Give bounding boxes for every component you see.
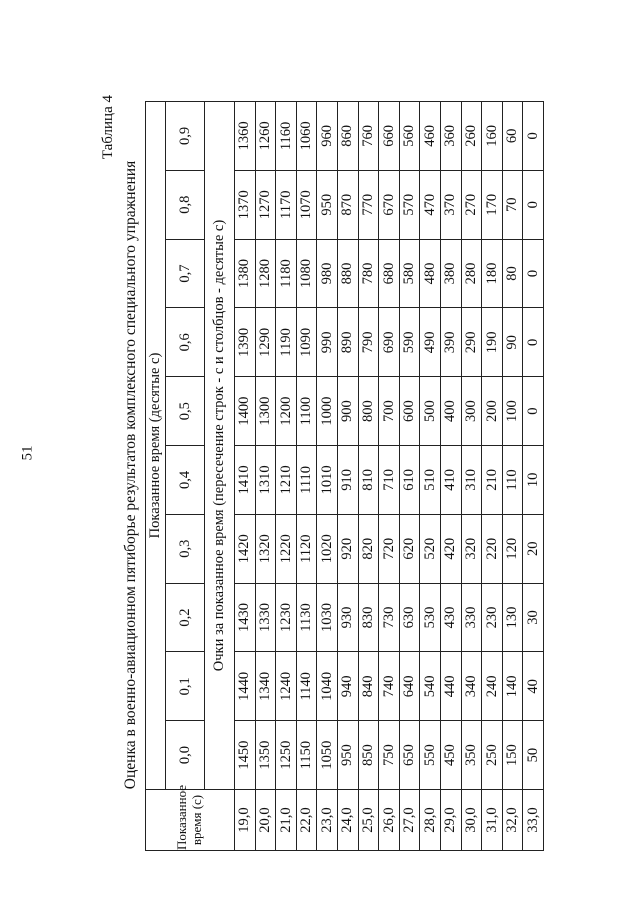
row-header: Показанное время (с) [146, 790, 235, 851]
score-cell: 890 [337, 308, 358, 377]
score-cell: 240 [482, 652, 503, 721]
score-cell: 790 [358, 308, 379, 377]
score-cell: 680 [379, 239, 400, 308]
score-cell: 330 [461, 583, 482, 652]
score-cell: 660 [379, 102, 400, 171]
score-cell: 380 [440, 239, 461, 308]
table-note: Очки за показанное время (пересечение строк - с и столбцов - десятые с) [205, 102, 235, 790]
table-row [255, 102, 276, 851]
table-row [502, 102, 523, 851]
score-cell: 590 [399, 308, 420, 377]
score-cell: 900 [337, 377, 358, 446]
score-cell: 1070 [296, 170, 317, 239]
time-cell: 31,0 [482, 790, 503, 851]
score-cell: 1020 [317, 514, 338, 583]
table-label: Таблица 4 [100, 95, 116, 160]
time-cell: 26,0 [379, 790, 400, 851]
score-table [145, 101, 544, 851]
score-cell: 490 [420, 308, 441, 377]
score-cell: 670 [379, 170, 400, 239]
score-cell: 1300 [255, 377, 276, 446]
score-cell: 870 [337, 170, 358, 239]
score-cell: 90 [502, 308, 523, 377]
time-cell: 32,0 [502, 790, 523, 851]
score-cell: 0 [523, 308, 544, 377]
score-cell: 700 [379, 377, 400, 446]
group-header: Показанное время (десятые с) [146, 102, 166, 790]
table-row [296, 102, 317, 851]
score-cell: 1060 [296, 102, 317, 171]
score-cell: 250 [482, 721, 503, 790]
score-cell: 570 [399, 170, 420, 239]
score-cell: 820 [358, 514, 379, 583]
score-cell: 1200 [276, 377, 297, 446]
score-cell: 980 [317, 239, 338, 308]
score-cell: 1050 [317, 721, 338, 790]
score-cell: 0 [523, 102, 544, 171]
score-cell: 630 [399, 583, 420, 652]
score-cell: 740 [379, 652, 400, 721]
table-row [523, 102, 544, 851]
score-cell: 410 [440, 446, 461, 515]
score-cell: 1310 [255, 446, 276, 515]
score-cell: 100 [502, 377, 523, 446]
score-cell: 450 [440, 721, 461, 790]
score-cell: 860 [337, 102, 358, 171]
score-cell: 1110 [296, 446, 317, 515]
score-cell: 1320 [255, 514, 276, 583]
column-header: 0,9 [166, 102, 205, 171]
time-cell: 25,0 [358, 790, 379, 851]
score-cell: 1440 [235, 652, 256, 721]
score-cell: 470 [420, 170, 441, 239]
score-cell: 360 [440, 102, 461, 171]
time-cell: 33,0 [523, 790, 544, 851]
score-cell: 750 [379, 721, 400, 790]
column-header: 0,5 [166, 377, 205, 446]
score-cell: 1270 [255, 170, 276, 239]
score-cell: 850 [358, 721, 379, 790]
score-cell: 620 [399, 514, 420, 583]
table-caption: Оценка в военно-авиационном пятиборье результатов комплексного специального упражнения [122, 160, 139, 790]
score-cell: 1170 [276, 170, 297, 239]
score-cell: 540 [420, 652, 441, 721]
score-cell: 1240 [276, 652, 297, 721]
column-header: 0,6 [166, 308, 205, 377]
score-cell: 300 [461, 377, 482, 446]
score-cell: 50 [523, 721, 544, 790]
score-cell: 70 [502, 170, 523, 239]
score-cell: 1130 [296, 583, 317, 652]
score-cell: 80 [502, 239, 523, 308]
column-header: 0,2 [166, 583, 205, 652]
table-row [358, 102, 379, 851]
score-cell: 1120 [296, 514, 317, 583]
score-cell: 1090 [296, 308, 317, 377]
score-cell: 920 [337, 514, 358, 583]
score-cell: 10 [523, 446, 544, 515]
column-header: 0,7 [166, 239, 205, 308]
score-cell: 190 [482, 308, 503, 377]
score-cell: 130 [502, 583, 523, 652]
score-cell: 830 [358, 583, 379, 652]
score-cell: 1430 [235, 583, 256, 652]
score-cell: 1410 [235, 446, 256, 515]
score-cell: 30 [523, 583, 544, 652]
score-cell: 950 [337, 721, 358, 790]
score-cell: 690 [379, 308, 400, 377]
table-row [317, 102, 338, 851]
score-cell: 1010 [317, 446, 338, 515]
score-cell: 170 [482, 170, 503, 239]
score-cell: 150 [502, 721, 523, 790]
score-cell: 1340 [255, 652, 276, 721]
score-cell: 60 [502, 102, 523, 171]
score-cell: 120 [502, 514, 523, 583]
score-cell: 280 [461, 239, 482, 308]
score-cell: 1160 [276, 102, 297, 171]
score-cell: 1080 [296, 239, 317, 308]
score-cell: 430 [440, 583, 461, 652]
score-cell: 1400 [235, 377, 256, 446]
score-cell: 500 [420, 377, 441, 446]
column-header: 0,1 [166, 652, 205, 721]
score-cell: 1140 [296, 652, 317, 721]
score-cell: 1450 [235, 721, 256, 790]
score-cell: 1000 [317, 377, 338, 446]
score-cell: 320 [461, 514, 482, 583]
rotated-table-block [100, 95, 540, 855]
table-row [420, 102, 441, 851]
score-cell: 990 [317, 308, 338, 377]
table-row [276, 102, 297, 851]
score-cell: 1180 [276, 239, 297, 308]
score-cell: 940 [337, 652, 358, 721]
score-cell: 0 [523, 170, 544, 239]
time-cell: 20,0 [255, 790, 276, 851]
score-cell: 760 [358, 102, 379, 171]
score-cell: 580 [399, 239, 420, 308]
score-cell: 1380 [235, 239, 256, 308]
time-cell: 27,0 [399, 790, 420, 851]
score-cell: 1230 [276, 583, 297, 652]
score-cell: 1100 [296, 377, 317, 446]
score-cell: 110 [502, 446, 523, 515]
score-cell: 1040 [317, 652, 338, 721]
score-cell: 930 [337, 583, 358, 652]
time-cell: 19,0 [235, 790, 256, 851]
score-cell: 1220 [276, 514, 297, 583]
score-cell: 720 [379, 514, 400, 583]
score-cell: 810 [358, 446, 379, 515]
score-cell: 1390 [235, 308, 256, 377]
score-cell: 180 [482, 239, 503, 308]
column-header: 0,8 [166, 170, 205, 239]
score-cell: 800 [358, 377, 379, 446]
page-number: 51 [19, 445, 36, 461]
score-cell: 420 [440, 514, 461, 583]
score-cell: 520 [420, 514, 441, 583]
score-cell: 1030 [317, 583, 338, 652]
score-cell: 950 [317, 170, 338, 239]
score-cell: 600 [399, 377, 420, 446]
table-row [482, 102, 503, 851]
score-cell: 20 [523, 514, 544, 583]
score-cell: 770 [358, 170, 379, 239]
score-cell: 1280 [255, 239, 276, 308]
score-cell: 0 [523, 377, 544, 446]
score-cell: 220 [482, 514, 503, 583]
score-cell: 310 [461, 446, 482, 515]
score-cell: 960 [317, 102, 338, 171]
table-row [461, 102, 482, 851]
score-cell: 290 [461, 308, 482, 377]
score-cell: 640 [399, 652, 420, 721]
table-row [440, 102, 461, 851]
score-cell: 1190 [276, 308, 297, 377]
score-cell: 530 [420, 583, 441, 652]
score-cell: 460 [420, 102, 441, 171]
table-row [379, 102, 400, 851]
time-cell: 28,0 [420, 790, 441, 851]
score-cell: 480 [420, 239, 441, 308]
score-cell: 140 [502, 652, 523, 721]
score-cell: 270 [461, 170, 482, 239]
column-header: 0,4 [166, 446, 205, 515]
score-cell: 1350 [255, 721, 276, 790]
score-cell: 400 [440, 377, 461, 446]
score-cell: 40 [523, 652, 544, 721]
score-cell: 440 [440, 652, 461, 721]
score-cell: 840 [358, 652, 379, 721]
score-cell: 510 [420, 446, 441, 515]
time-cell: 29,0 [440, 790, 461, 851]
score-cell: 390 [440, 308, 461, 377]
column-header: 0,0 [166, 721, 205, 790]
score-cell: 0 [523, 239, 544, 308]
table-row [337, 102, 358, 851]
table-row [235, 102, 256, 851]
score-cell: 610 [399, 446, 420, 515]
score-cell: 340 [461, 652, 482, 721]
score-cell: 1330 [255, 583, 276, 652]
score-cell: 1210 [276, 446, 297, 515]
time-cell: 23,0 [317, 790, 338, 851]
score-cell: 1420 [235, 514, 256, 583]
score-cell: 210 [482, 446, 503, 515]
score-cell: 1370 [235, 170, 256, 239]
score-cell: 710 [379, 446, 400, 515]
score-cell: 1260 [255, 102, 276, 171]
time-cell: 24,0 [337, 790, 358, 851]
time-cell: 21,0 [276, 790, 297, 851]
score-cell: 650 [399, 721, 420, 790]
score-cell: 370 [440, 170, 461, 239]
score-cell: 880 [337, 239, 358, 308]
score-cell: 350 [461, 721, 482, 790]
score-cell: 1290 [255, 308, 276, 377]
score-cell: 560 [399, 102, 420, 171]
column-header: 0,3 [166, 514, 205, 583]
score-cell: 730 [379, 583, 400, 652]
time-cell: 30,0 [461, 790, 482, 851]
score-cell: 1360 [235, 102, 256, 171]
score-cell: 910 [337, 446, 358, 515]
score-cell: 160 [482, 102, 503, 171]
time-cell: 22,0 [296, 790, 317, 851]
score-cell: 550 [420, 721, 441, 790]
score-cell: 780 [358, 239, 379, 308]
table-row [399, 102, 420, 851]
score-cell: 1250 [276, 721, 297, 790]
score-cell: 200 [482, 377, 503, 446]
score-cell: 260 [461, 102, 482, 171]
score-cell: 230 [482, 583, 503, 652]
score-cell: 1150 [296, 721, 317, 790]
